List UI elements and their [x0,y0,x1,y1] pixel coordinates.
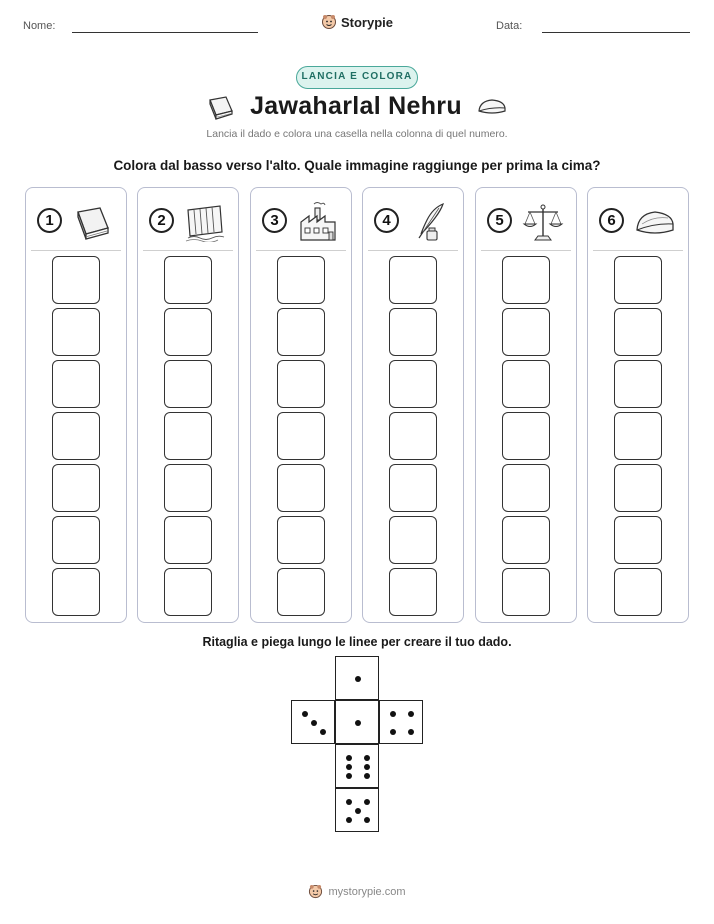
color-cell[interactable] [52,256,100,304]
color-cell[interactable] [389,464,437,512]
nehru-cap-icon [634,202,676,242]
color-cell[interactable] [614,568,662,616]
dice-pip [346,755,352,761]
dice-pip [408,729,414,735]
dice-pip [355,676,361,682]
cut-instruction: Ritaglia e piega lungo le linee per creare il tuo dado. [202,635,512,649]
color-cell[interactable] [614,516,662,564]
dice-pip [390,729,396,735]
instructions: Lancia il dado e colora una casella nella colonna di quel numero. [206,128,508,140]
color-cell[interactable] [52,516,100,564]
dice-pip [408,711,414,717]
column-1 [25,187,127,623]
color-cell[interactable] [164,308,212,356]
color-cell[interactable] [614,360,662,408]
color-cell[interactable] [389,308,437,356]
footer [0,884,714,899]
storypie-mascot-icon [308,884,323,899]
color-cell[interactable] [502,412,550,460]
color-cell[interactable] [277,516,325,564]
dice-face[interactable] [335,656,379,700]
column-4 [362,187,464,623]
column-number: 1 [37,208,62,233]
color-cell[interactable] [52,360,100,408]
color-cell[interactable] [502,568,550,616]
question: Colora dal basso verso l'alto. Quale immagine raggiunge per prima la cima? [113,158,601,173]
date-line[interactable] [542,32,690,33]
dice-face[interactable] [335,700,379,744]
color-cell[interactable] [389,256,437,304]
color-cell[interactable] [277,412,325,460]
dice-pip [346,799,352,805]
color-cell[interactable] [502,516,550,564]
color-cell[interactable] [52,308,100,356]
color-cell[interactable] [52,568,100,616]
color-cell[interactable] [164,412,212,460]
brand-name: Storypie [340,14,393,30]
color-cell[interactable] [614,256,662,304]
color-cell[interactable] [389,360,437,408]
footer-url[interactable]: mystorypie.com [328,885,406,898]
dice-face[interactable] [335,744,379,788]
dice-pip [346,773,352,779]
column-number: 4 [374,208,399,233]
color-cell[interactable] [502,464,550,512]
color-cell[interactable] [502,308,550,356]
dice-pip [311,720,317,726]
activity-badge: LANCIA E COLORA [296,66,418,89]
dice-pip [355,808,361,814]
column-number: 6 [599,208,624,233]
dice-pip [302,711,308,717]
color-cell[interactable] [614,308,662,356]
factory-icon [297,202,339,242]
column-number: 5 [487,208,512,233]
dice-pip [346,817,352,823]
column-number: 2 [149,208,174,233]
dice-pip [364,817,370,823]
column-6 [587,187,689,623]
column-5 [475,187,577,623]
color-cell[interactable] [277,256,325,304]
page-title: Jawaharlal Nehru [250,92,462,120]
quill-ink-icon [409,202,451,242]
nehru-cap-icon [476,96,508,118]
column-2 [137,187,239,623]
color-cell[interactable] [164,516,212,564]
color-cell[interactable] [277,568,325,616]
color-cell[interactable] [389,412,437,460]
dice-face[interactable] [335,788,379,832]
color-cell[interactable] [164,568,212,616]
dice-pip [320,729,326,735]
dice-pip [364,764,370,770]
dam-icon [184,202,226,242]
book-icon [72,202,114,242]
color-cell[interactable] [502,256,550,304]
dice-face[interactable] [291,700,335,744]
color-cell[interactable] [614,412,662,460]
date-label: Data: [496,20,523,32]
dice-pip [390,711,396,717]
column-number: 3 [262,208,287,233]
brand-logo [0,14,714,30]
color-cell[interactable] [164,360,212,408]
dice-pip [364,773,370,779]
color-cell[interactable] [502,360,550,408]
storypie-mascot-icon [321,14,337,30]
color-cell[interactable] [52,412,100,460]
column-3 [250,187,352,623]
title-row [0,92,714,121]
dice-pip [346,764,352,770]
dice-face[interactable] [379,700,423,744]
dice-pip [355,720,361,726]
color-cell[interactable] [277,360,325,408]
color-cell[interactable] [164,256,212,304]
dice-pip [364,799,370,805]
color-cell[interactable] [52,464,100,512]
dice-pip [364,755,370,761]
color-cell[interactable] [277,464,325,512]
color-cell[interactable] [389,516,437,564]
scales-icon [522,202,564,242]
name-label: Nome: [23,20,56,32]
color-cell[interactable] [614,464,662,512]
book-icon [206,94,236,120]
color-cell[interactable] [389,568,437,616]
color-cell[interactable] [277,308,325,356]
color-cell[interactable] [164,464,212,512]
name-line[interactable] [72,32,258,33]
